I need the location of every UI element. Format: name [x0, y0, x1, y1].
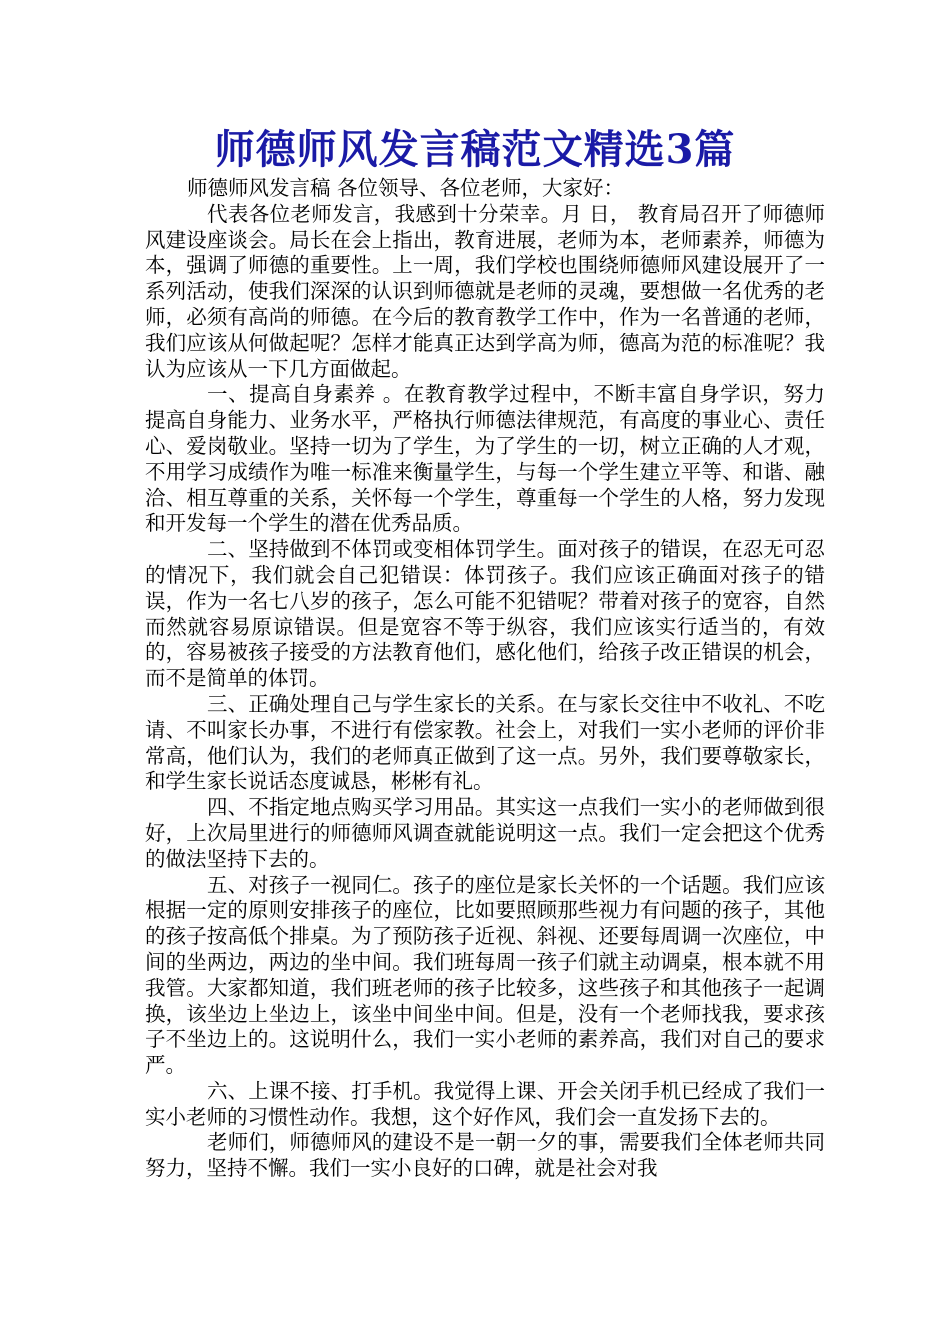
paragraph-point-6: 六、上课不接、打手机。我觉得上课、开会关闭手机已经成了我们一实小老师的习惯性动作。我想，这个好作风，我们会一直发扬下去的。	[145, 1078, 825, 1129]
paragraph-closing: 老师们，师德师风的建设不是一朝一夕的事，需要我们全体老师共同努力，坚持不懈。我们一实小良好的口碑，就是社会对我	[145, 1130, 825, 1181]
document-title: 师德师风发言稿范文精选3篇	[214, 126, 736, 173]
paragraph-point-3: 三、正确处理自己与学生家长的关系。在与家长交往中不收礼、不吃请、不叫家长办事，不进行有偿家教。社会上，对我们一实小老师的评价非常高，他们认为，我们的老师真正做到了这一点。另外，我们要尊敬家长，和学生家长说话态度诚恳，彬彬有礼。	[145, 691, 825, 794]
paragraph-point-2: 二、坚持做到不体罚或变相体罚学生。面对孩子的错误，在忍无可忍的情况下，我们就会自己犯错误：体罚孩子。我们应该正确面对孩子的错误，作为一名七八岁的孩子，怎么可能不犯错呢？带着对孩子的宽容，自然而然就容易原谅错误。但是宽容不等于纵容，我们应该实行适当的，有效的，容易被孩子接受的方法教育他们，感化他们，给孩子改正错误的机会，而不是简单的体罚。	[145, 537, 825, 691]
document-body	[145, 176, 825, 1182]
paragraph-point-5: 五、对孩子一视同仁。孩子的座位是家长关怀的一个话题。我们应该根据一定的原则安排孩子的座位，比如要照顾那些视力有问题的孩子，其他的孩子按高低个排桌。为了预防孩子近视、斜视、还要每周调一次座位，中间的坐两边，两边的坐中间。我们班每周一孩子们就主动调桌，根本就不用我管。大家都知道，我们班老师的孩子比较多，这些孩子和其他孩子一起调换，该坐边上坐边上，该坐中间坐中间。但是，没有一个老师找我，要求孩子不坐边上的。这说明什么，我们一实小老师的素养高，我们对自己的要求严。	[145, 872, 825, 1078]
paragraph-intro: 代表各位老师发言，我感到十分荣幸。月 日， 教育局召开了师德师风建设座谈会。局长在会上指出，教育进展，老师为本，老师素养，师德为本，强调了师德的重要性。上一周，我们学校也围绕师德师风建设展开了一系列活动，使我们深深的认识到师德就是老师的灵魂，要想做一名优秀的老师，必须有高尚的师德。在今后的教育教学工作中，作为一名普通的老师，我们应该从何做起呢？怎样才能真正达到学高为师，德高为范的标准呢？我认为应该从一下几方面做起。	[145, 201, 825, 381]
paragraph-point-4: 四、不指定地点购买学习用品。其实这一点我们一实小的老师做到很好，上次局里进行的师德师风调查就能说明这一点。我们一定会把这个优秀的做法坚持下去的。	[145, 795, 825, 871]
greeting-line: 师德师风发言稿 各位领导、各位老师，大家好：	[187, 176, 625, 200]
paragraph-point-1: 一、提高自身素养 。在教育教学过程中，不断丰富自身学识，努力提高自身能力、业务水平，严格执行师德法律规范，有高度的事业心、责任心、爱岗敬业。坚持一切为了学生，为了学生的一切，树立正确的人才观，不用学习成绩作为唯一标准来衡量学生，与每一个学生建立平等、和谐、融洽、相互尊重的关系，关怀每一个学生，尊重每一个学生的人格，努力发现和开发每一个学生的潜在优秀品质。	[145, 382, 825, 536]
